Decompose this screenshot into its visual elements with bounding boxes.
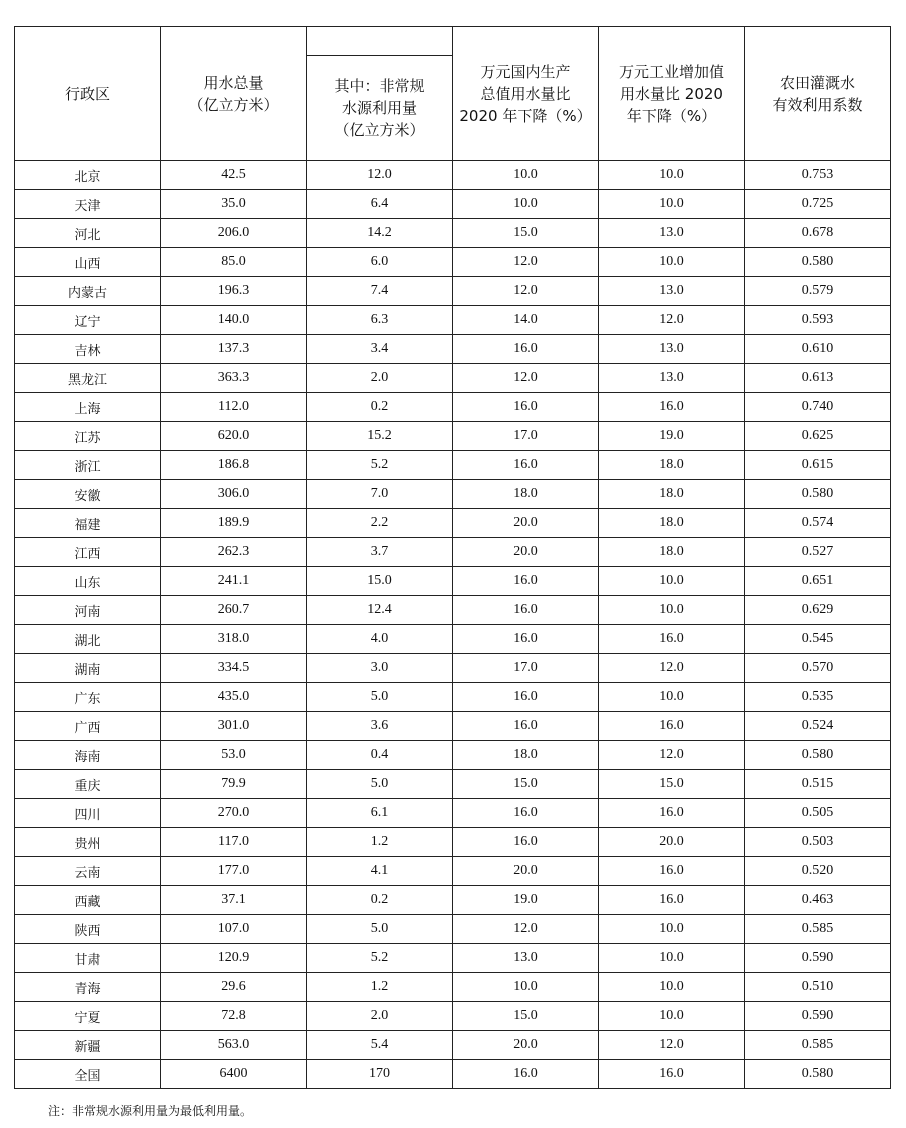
gdp-decline-cell: 12.0 [453, 277, 599, 306]
irrigation-coefficient-cell: 0.651 [745, 567, 891, 596]
gdp-decline-cell: 17.0 [453, 422, 599, 451]
nonconventional-water-cell: 14.2 [307, 219, 453, 248]
industry-decline-cell: 13.0 [599, 277, 745, 306]
irrigation-coefficient-cell: 0.545 [745, 625, 891, 654]
total-water-use-cell: 72.8 [161, 1002, 307, 1031]
gdp-decline-cell: 16.0 [453, 625, 599, 654]
table-row [15, 538, 891, 567]
total-water-use-cell: 112.0 [161, 393, 307, 422]
irrigation-coefficient-cell: 0.740 [745, 393, 891, 422]
table-row [15, 306, 891, 335]
industry-decline-cell: 10.0 [599, 944, 745, 973]
gdp-decline-cell: 16.0 [453, 451, 599, 480]
table-row [15, 886, 891, 915]
region-cell: 云南 [15, 857, 161, 886]
table-row [15, 567, 891, 596]
table-row [15, 161, 891, 190]
total-water-use-cell: 120.9 [161, 944, 307, 973]
gdp-decline-cell: 20.0 [453, 509, 599, 538]
table-row [15, 654, 891, 683]
nonconventional-water-cell: 0.4 [307, 741, 453, 770]
table-row [15, 509, 891, 538]
total-water-use-cell: 37.1 [161, 886, 307, 915]
gdp-decline-cell: 13.0 [453, 944, 599, 973]
total-water-use-cell: 117.0 [161, 828, 307, 857]
nonconventional-water-cell: 3.6 [307, 712, 453, 741]
total-water-use-cell: 35.0 [161, 190, 307, 219]
total-water-use-cell: 306.0 [161, 480, 307, 509]
total-water-use-cell: 270.0 [161, 799, 307, 828]
gdp-decline-cell: 14.0 [453, 306, 599, 335]
table-row [15, 364, 891, 393]
gdp-decline-cell: 16.0 [453, 683, 599, 712]
table-row [15, 1002, 891, 1031]
irrigation-coefficient-cell: 0.535 [745, 683, 891, 712]
gdp-decline-cell: 16.0 [453, 828, 599, 857]
region-cell: 吉林 [15, 335, 161, 364]
nonconventional-water-cell: 5.2 [307, 451, 453, 480]
nonconventional-water-cell: 5.0 [307, 915, 453, 944]
irrigation-coefficient-cell: 0.725 [745, 190, 891, 219]
industry-decline-cell: 16.0 [599, 799, 745, 828]
header-industry-water-decline: 万元工业增加值 用水量比 2020 年下降（%） [599, 27, 745, 161]
total-water-use-cell: 140.0 [161, 306, 307, 335]
region-cell: 内蒙古 [15, 277, 161, 306]
table-row [15, 596, 891, 625]
industry-decline-cell: 10.0 [599, 683, 745, 712]
industry-decline-cell: 13.0 [599, 364, 745, 393]
total-water-use-cell: 334.5 [161, 654, 307, 683]
total-water-use-cell: 363.3 [161, 364, 307, 393]
nonconventional-water-cell: 0.2 [307, 393, 453, 422]
gdp-decline-cell: 20.0 [453, 538, 599, 567]
nonconventional-water-cell: 4.0 [307, 625, 453, 654]
region-cell: 黑龙江 [15, 364, 161, 393]
region-cell: 新疆 [15, 1031, 161, 1060]
table-row [15, 480, 891, 509]
total-water-use-cell: 186.8 [161, 451, 307, 480]
total-water-use-cell: 29.6 [161, 973, 307, 1002]
table-row [15, 683, 891, 712]
table-row [15, 712, 891, 741]
region-cell: 辽宁 [15, 306, 161, 335]
gdp-decline-cell: 15.0 [453, 1002, 599, 1031]
gdp-decline-cell: 12.0 [453, 915, 599, 944]
irrigation-coefficient-cell: 0.580 [745, 480, 891, 509]
region-cell: 西藏 [15, 886, 161, 915]
region-cell: 河南 [15, 596, 161, 625]
gdp-decline-cell: 16.0 [453, 799, 599, 828]
irrigation-coefficient-cell: 0.570 [745, 654, 891, 683]
gdp-decline-cell: 16.0 [453, 596, 599, 625]
header-region: 行政区 [15, 27, 161, 161]
gdp-decline-cell: 10.0 [453, 161, 599, 190]
table-row [15, 1060, 891, 1089]
irrigation-coefficient-cell: 0.590 [745, 944, 891, 973]
gdp-decline-cell: 20.0 [453, 857, 599, 886]
industry-decline-cell: 15.0 [599, 770, 745, 799]
total-water-use-cell: 563.0 [161, 1031, 307, 1060]
total-water-use-cell: 85.0 [161, 248, 307, 277]
nonconventional-water-cell: 6.3 [307, 306, 453, 335]
total-water-use-cell: 177.0 [161, 857, 307, 886]
total-water-use-cell: 301.0 [161, 712, 307, 741]
region-cell: 陕西 [15, 915, 161, 944]
nonconventional-water-cell: 5.2 [307, 944, 453, 973]
nonconventional-water-cell: 3.4 [307, 335, 453, 364]
irrigation-coefficient-cell: 0.625 [745, 422, 891, 451]
table-row [15, 422, 891, 451]
irrigation-coefficient-cell: 0.629 [745, 596, 891, 625]
irrigation-coefficient-cell: 0.753 [745, 161, 891, 190]
region-cell: 湖南 [15, 654, 161, 683]
region-cell: 江苏 [15, 422, 161, 451]
nonconventional-water-cell: 0.2 [307, 886, 453, 915]
table-row [15, 741, 891, 770]
header-total-water-use: 用水总量 （亿立方米） [161, 27, 307, 161]
table-row [15, 770, 891, 799]
gdp-decline-cell: 18.0 [453, 741, 599, 770]
irrigation-coefficient-cell: 0.613 [745, 364, 891, 393]
table-row [15, 944, 891, 973]
total-water-use-cell: 79.9 [161, 770, 307, 799]
region-cell: 青海 [15, 973, 161, 1002]
industry-decline-cell: 10.0 [599, 1002, 745, 1031]
industry-decline-cell: 10.0 [599, 567, 745, 596]
region-cell: 贵州 [15, 828, 161, 857]
table-row [15, 915, 891, 944]
irrigation-coefficient-cell: 0.527 [745, 538, 891, 567]
industry-decline-cell: 12.0 [599, 741, 745, 770]
region-cell: 甘肃 [15, 944, 161, 973]
irrigation-coefficient-cell: 0.574 [745, 509, 891, 538]
industry-decline-cell: 18.0 [599, 509, 745, 538]
region-cell: 河北 [15, 219, 161, 248]
table-row [15, 799, 891, 828]
region-cell: 宁夏 [15, 1002, 161, 1031]
header-nonconventional-water: 其中：非常规 水源利用量 （亿立方米） [307, 56, 453, 161]
nonconventional-water-cell: 2.0 [307, 1002, 453, 1031]
irrigation-coefficient-cell: 0.585 [745, 1031, 891, 1060]
industry-decline-cell: 16.0 [599, 1060, 745, 1089]
gdp-decline-cell: 12.0 [453, 364, 599, 393]
table-row [15, 335, 891, 364]
irrigation-coefficient-cell: 0.580 [745, 248, 891, 277]
water-use-table [14, 26, 891, 1089]
total-water-use-cell: 137.3 [161, 335, 307, 364]
region-cell: 海南 [15, 741, 161, 770]
region-cell: 四川 [15, 799, 161, 828]
industry-decline-cell: 16.0 [599, 857, 745, 886]
gdp-decline-cell: 12.0 [453, 248, 599, 277]
irrigation-coefficient-cell: 0.503 [745, 828, 891, 857]
gdp-decline-cell: 17.0 [453, 654, 599, 683]
region-cell: 上海 [15, 393, 161, 422]
irrigation-coefficient-cell: 0.590 [745, 1002, 891, 1031]
industry-decline-cell: 16.0 [599, 712, 745, 741]
region-cell: 广东 [15, 683, 161, 712]
industry-decline-cell: 16.0 [599, 625, 745, 654]
total-water-use-cell: 620.0 [161, 422, 307, 451]
header-irrigation-coefficient: 农田灌溉水 有效利用系数 [745, 27, 891, 161]
nonconventional-water-cell: 7.0 [307, 480, 453, 509]
industry-decline-cell: 10.0 [599, 915, 745, 944]
total-water-use-cell: 435.0 [161, 683, 307, 712]
nonconventional-water-cell: 3.7 [307, 538, 453, 567]
table-row [15, 190, 891, 219]
region-cell: 湖北 [15, 625, 161, 654]
gdp-decline-cell: 16.0 [453, 712, 599, 741]
region-cell: 山西 [15, 248, 161, 277]
region-cell: 福建 [15, 509, 161, 538]
region-cell: 全国 [15, 1060, 161, 1089]
nonconventional-water-cell: 6.1 [307, 799, 453, 828]
irrigation-coefficient-cell: 0.580 [745, 741, 891, 770]
total-water-use-cell: 53.0 [161, 741, 307, 770]
region-cell: 北京 [15, 161, 161, 190]
irrigation-coefficient-cell: 0.579 [745, 277, 891, 306]
table-row [15, 973, 891, 1002]
region-cell: 江西 [15, 538, 161, 567]
total-water-use-cell: 42.5 [161, 161, 307, 190]
irrigation-coefficient-cell: 0.524 [745, 712, 891, 741]
table-row [15, 219, 891, 248]
total-water-use-cell: 260.7 [161, 596, 307, 625]
nonconventional-water-cell: 12.4 [307, 596, 453, 625]
industry-decline-cell: 18.0 [599, 451, 745, 480]
gdp-decline-cell: 10.0 [453, 190, 599, 219]
total-water-use-cell: 206.0 [161, 219, 307, 248]
industry-decline-cell: 12.0 [599, 306, 745, 335]
gdp-decline-cell: 10.0 [453, 973, 599, 1002]
industry-decline-cell: 19.0 [599, 422, 745, 451]
irrigation-coefficient-cell: 0.610 [745, 335, 891, 364]
irrigation-coefficient-cell: 0.463 [745, 886, 891, 915]
header-gdp-water-decline: 万元国内生产 总值用水量比 2020 年下降（%） [453, 27, 599, 161]
industry-decline-cell: 16.0 [599, 393, 745, 422]
industry-decline-cell: 10.0 [599, 248, 745, 277]
industry-decline-cell: 10.0 [599, 973, 745, 1002]
irrigation-coefficient-cell: 0.593 [745, 306, 891, 335]
nonconventional-water-cell: 6.4 [307, 190, 453, 219]
gdp-decline-cell: 15.0 [453, 770, 599, 799]
nonconventional-water-cell: 3.0 [307, 654, 453, 683]
nonconventional-water-cell: 1.2 [307, 973, 453, 1002]
nonconventional-water-cell: 5.0 [307, 770, 453, 799]
industry-decline-cell: 10.0 [599, 596, 745, 625]
table-row [15, 625, 891, 654]
gdp-decline-cell: 16.0 [453, 335, 599, 364]
industry-decline-cell: 10.0 [599, 161, 745, 190]
gdp-decline-cell: 16.0 [453, 567, 599, 596]
irrigation-coefficient-cell: 0.505 [745, 799, 891, 828]
industry-decline-cell: 13.0 [599, 335, 745, 364]
industry-decline-cell: 10.0 [599, 190, 745, 219]
region-cell: 广西 [15, 712, 161, 741]
nonconventional-water-cell: 15.0 [307, 567, 453, 596]
table-row [15, 393, 891, 422]
gdp-decline-cell: 16.0 [453, 1060, 599, 1089]
nonconventional-water-cell: 6.0 [307, 248, 453, 277]
gdp-decline-cell: 15.0 [453, 219, 599, 248]
region-cell: 安徽 [15, 480, 161, 509]
nonconventional-water-cell: 15.2 [307, 422, 453, 451]
industry-decline-cell: 18.0 [599, 480, 745, 509]
gdp-decline-cell: 18.0 [453, 480, 599, 509]
table-note: 注：非常规水源利用量为最低利用量。 [48, 1104, 253, 1118]
total-water-use-cell: 318.0 [161, 625, 307, 654]
nonconventional-water-cell: 1.2 [307, 828, 453, 857]
industry-decline-cell: 18.0 [599, 538, 745, 567]
total-water-use-cell: 6400 [161, 1060, 307, 1089]
industry-decline-cell: 12.0 [599, 654, 745, 683]
total-water-use-cell: 189.9 [161, 509, 307, 538]
industry-decline-cell: 12.0 [599, 1031, 745, 1060]
irrigation-coefficient-cell: 0.585 [745, 915, 891, 944]
gdp-decline-cell: 19.0 [453, 886, 599, 915]
nonconventional-water-cell: 12.0 [307, 161, 453, 190]
total-water-use-cell: 262.3 [161, 538, 307, 567]
irrigation-coefficient-cell: 0.510 [745, 973, 891, 1002]
total-water-use-cell: 241.1 [161, 567, 307, 596]
irrigation-coefficient-cell: 0.515 [745, 770, 891, 799]
irrigation-coefficient-cell: 0.580 [745, 1060, 891, 1089]
table-row [15, 857, 891, 886]
table-row [15, 277, 891, 306]
nonconventional-water-cell: 7.4 [307, 277, 453, 306]
total-water-use-cell: 107.0 [161, 915, 307, 944]
gdp-decline-cell: 16.0 [453, 393, 599, 422]
industry-decline-cell: 16.0 [599, 886, 745, 915]
table-row [15, 451, 891, 480]
industry-decline-cell: 13.0 [599, 219, 745, 248]
nonconventional-water-cell: 5.0 [307, 683, 453, 712]
table-header [15, 27, 891, 161]
irrigation-coefficient-cell: 0.678 [745, 219, 891, 248]
region-cell: 重庆 [15, 770, 161, 799]
nonconventional-water-cell: 2.0 [307, 364, 453, 393]
gdp-decline-cell: 20.0 [453, 1031, 599, 1060]
irrigation-coefficient-cell: 0.615 [745, 451, 891, 480]
nonconventional-water-cell: 5.4 [307, 1031, 453, 1060]
nonconventional-water-cell: 4.1 [307, 857, 453, 886]
industry-decline-cell: 20.0 [599, 828, 745, 857]
table-row [15, 248, 891, 277]
nonconventional-water-cell: 2.2 [307, 509, 453, 538]
irrigation-coefficient-cell: 0.520 [745, 857, 891, 886]
region-cell: 山东 [15, 567, 161, 596]
region-cell: 天津 [15, 190, 161, 219]
table-body [15, 161, 891, 1089]
table-row [15, 1031, 891, 1060]
region-cell: 浙江 [15, 451, 161, 480]
nonconventional-water-cell: 170 [307, 1060, 453, 1089]
table-row [15, 828, 891, 857]
total-water-use-cell: 196.3 [161, 277, 307, 306]
header-blank-cell [307, 27, 453, 56]
